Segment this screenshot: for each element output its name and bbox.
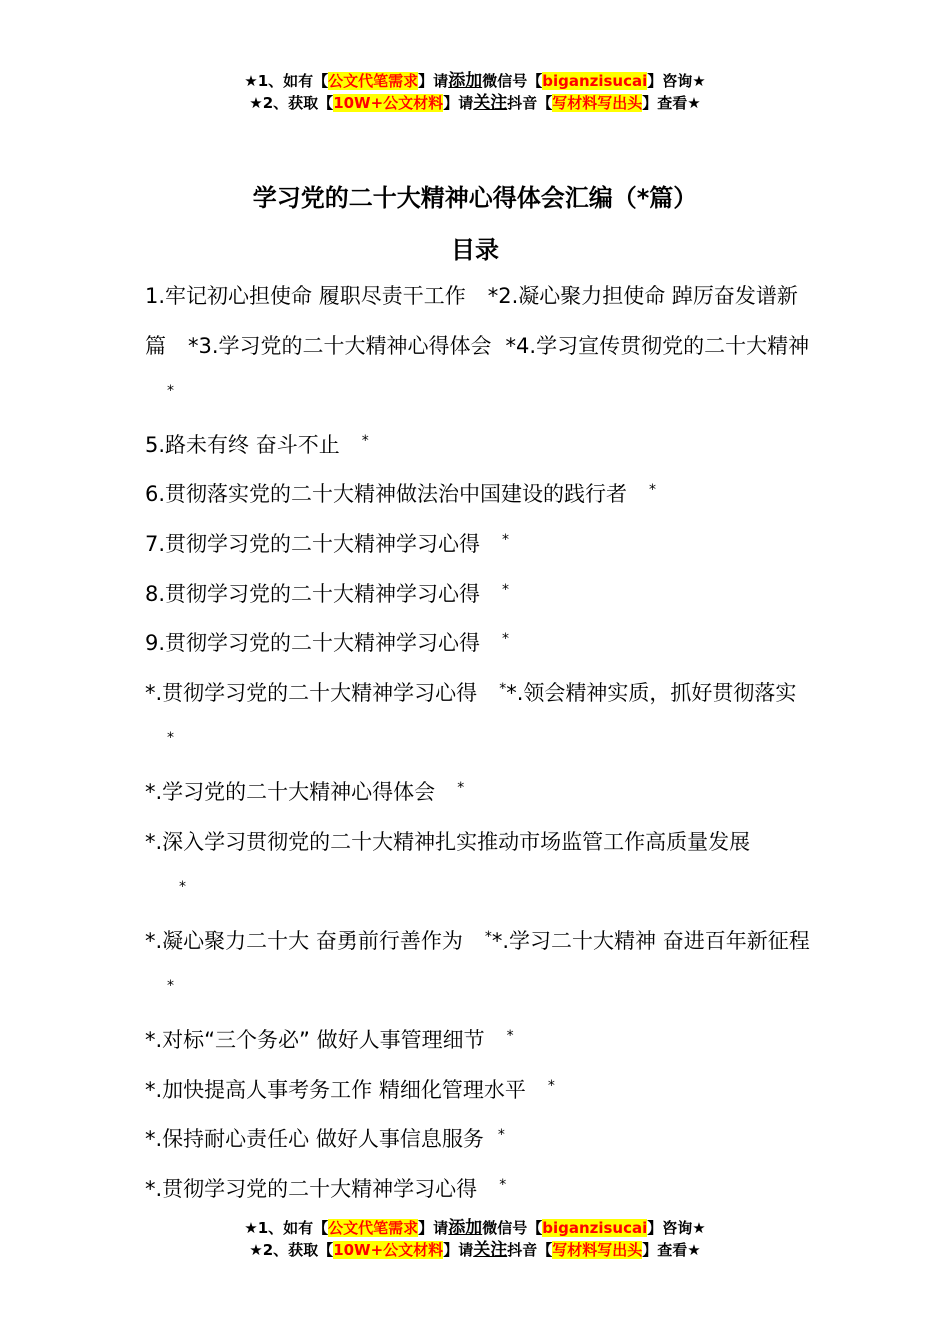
marker: * [457, 779, 465, 796]
toc-item: *.贯彻学习党的二十大精神学习心得 [145, 1176, 478, 1201]
header-banner [0, 70, 950, 114]
marker: * [499, 680, 507, 697]
wechat-id: biganzisucai [542, 1219, 648, 1237]
marker: * [179, 879, 186, 896]
toc-paragraph [145, 421, 815, 471]
marker: * [497, 1127, 505, 1144]
toc-heading: 目录 [451, 236, 499, 264]
toc-item: *4.学习宣传贯彻党的二十大精神 [505, 333, 810, 358]
marker: * [484, 928, 492, 945]
toc-item: *.学习二十大精神 奋进百年新征程 [491, 928, 810, 953]
toc-item: *3.学习党的二十大精神心得体会 [188, 333, 492, 358]
toc-paragraph [145, 1165, 815, 1215]
toc-item: *.加快提高人事考务工作 精细化管理水平 [145, 1077, 526, 1102]
toc-paragraph [145, 520, 815, 570]
toc-item: *.对标“三个务必” 做好人事管理细节 [145, 1027, 485, 1052]
toc-item: *.领会精神实质，抓好贯彻落实 [506, 680, 797, 705]
marker: * [502, 531, 510, 548]
marker: * [506, 1027, 514, 1044]
wechat-id: biganzisucai [542, 72, 648, 90]
banner-line-2: ★2、获取【10W+公文材料】请关注抖音【写材料写出头】查看★ [249, 1240, 701, 1260]
toc-paragraph [145, 470, 815, 520]
table-of-contents [145, 272, 815, 1214]
toc-item: *.学习党的二十大精神心得体会 [145, 779, 436, 804]
footer-banner [0, 1217, 950, 1261]
marker: * [167, 978, 174, 995]
toc-paragraph [145, 272, 815, 421]
toc-paragraph [145, 1066, 815, 1116]
banner-line-2: ★2、获取【10W+公文材料】请关注抖音【写材料写出头】查看★ [249, 93, 701, 113]
marker: * [361, 432, 369, 449]
marker: * [167, 730, 174, 747]
toc-paragraph [145, 867, 815, 917]
marker: * [499, 1176, 507, 1193]
toc-paragraph [145, 768, 815, 818]
banner-line-1: ★1、如有【公文代笔需求】请添加微信号【biganzisucai】咨询★ [244, 1218, 706, 1238]
toc-item: 5.路未有终 奋斗不止 [145, 432, 340, 457]
toc-item: 7.贯彻学习党的二十大精神学习心得 [145, 531, 481, 556]
toc-item: *.贯彻学习党的二十大精神学习心得 [145, 680, 478, 705]
toc-item: 6.贯彻落实党的二十大精神做法治中国建设的践行者 [145, 482, 628, 507]
toc-item: *.保持耐心责任心 做好人事信息服务 [145, 1127, 484, 1152]
douyin-account: 写材料写出头 [552, 94, 643, 112]
douyin-account: 写材料写出头 [552, 1241, 643, 1259]
marker: * [649, 482, 657, 499]
toc-paragraph [145, 1115, 815, 1165]
marker: * [167, 383, 174, 400]
marker: * [502, 631, 510, 648]
banner-highlight: 10W+公文材料 [333, 1241, 444, 1259]
toc-item: 8.贯彻学习党的二十大精神学习心得 [145, 581, 481, 606]
toc-paragraph [145, 570, 815, 620]
toc-item: 1.牢记初心担使命 履职尽责干工作 [145, 284, 466, 308]
banner-highlight: 公文代笔需求 [328, 72, 419, 90]
toc-item: 9.贯彻学习党的二十大精神学习心得 [145, 631, 481, 656]
toc-item: *.凝心聚力二十大 奋勇前行善作为 [145, 928, 463, 953]
toc-paragraph [145, 619, 815, 669]
toc-item: *2.凝心聚力担使命 踔厉奋发谱新篇 [145, 284, 798, 358]
toc-paragraph [145, 917, 815, 1016]
toc-item: *.深入学习贯彻党的二十大精神扎实推动市场监管工作高质量发展 [145, 829, 751, 854]
toc-paragraph [145, 669, 815, 768]
banner-line-1: ★1、如有【公文代笔需求】请添加微信号【biganzisucai】咨询★ [244, 71, 706, 91]
toc-paragraph [145, 1016, 815, 1066]
marker: * [547, 1077, 555, 1094]
banner-highlight: 10W+公文材料 [333, 94, 444, 112]
marker: * [502, 581, 510, 598]
toc-paragraph [145, 818, 815, 868]
page-title: 学习党的二十大精神心得体会汇编（*篇） [252, 184, 698, 212]
banner-highlight: 公文代笔需求 [328, 1219, 419, 1237]
